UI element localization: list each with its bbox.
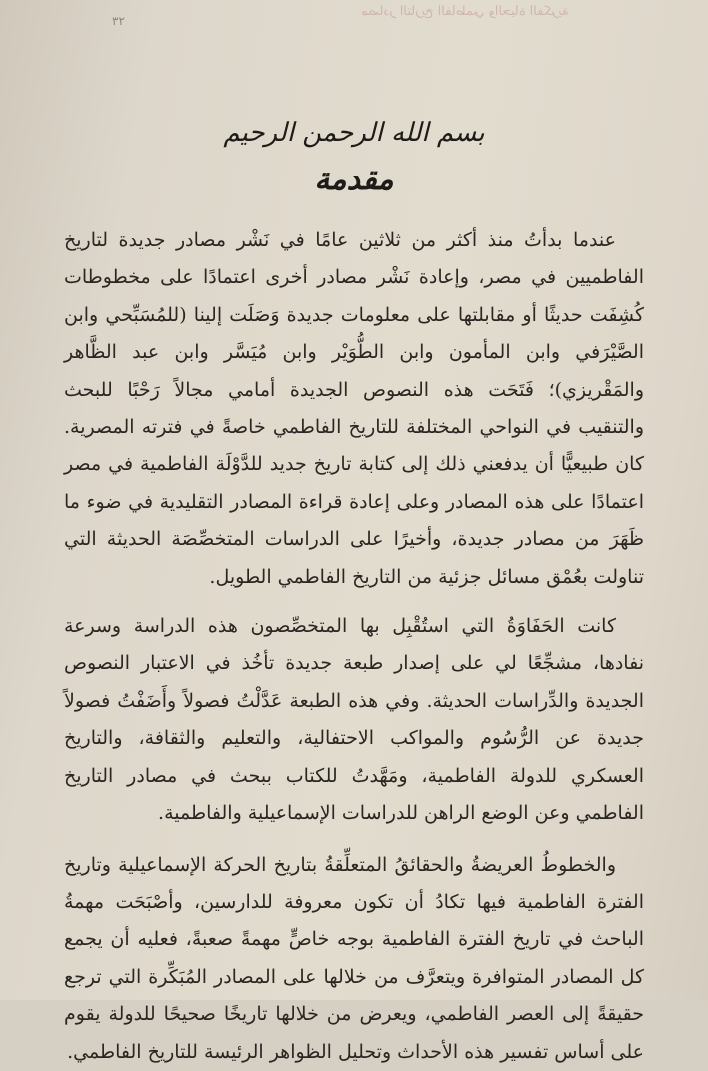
body-text <box>64 222 644 1071</box>
page-title: مقدمة <box>314 162 394 197</box>
paragraph-2: كانت الحَفَاوَةُ التي استُقْبِل بها المتخصِّصون هذه الدراسة وسرعة نفادها، مشجِّعًا لي على إصدار طبعة جديدة تأخُذ في الاعتبار النصوص الجديدة والدِّراسات الحديثة. وفي هذه الطبعة عَدَّلْتُ فصولاً وأَضَفْتُ فصولاً جديدة عن الرُّسُوم والمواكب الاحتفالية، والتعليم والثقافة، والتاريخ العسكري للدولة الفاطمية، ومَهَّدتُ للكتاب ببحث في مصادر التاريخ الفاطمي وعن الوضع الراهن للدراسات الإسماعيلية والفاطمية. <box>64 615 644 825</box>
paragraph-3: والخطوطُ العريضةُ والحقائقُ المتعلِّقةُ بتاريخ الحركة الإسماعيلية وتاريخ الفترة الفاطمية فيها تكادُ أن تكون معروفة للدارسين، وأصْبَحَت مهمةُ الباحث في تاريخ الفترة الفاطمية بوجه خاصٍّ مهمةً صعبةً، فعليه أن يجمع كل المصادر المتوافرة ويتعرَّف من خلالها على المصادر المُبَكِّرة التي ترجع حقيقةً إلى العصر الفاطمي، ويعرض من خلالها تاريخًا صحيحًا للدولة يقوم على أساس تفسير هذه الأحداث وتحليل الظواهر الرئيسة للتاريخ الفاطمي. <box>64 853 644 1063</box>
basmala-heading: بسم الله الرحمن الرحيم <box>223 118 485 148</box>
paragraph-1: عندما بدأتُ منذ أكثر من ثلاثين عامًا في نَشْر مصادر جديدة لتاريخ الفاطميين في مصر، وإعادة نَشْر مصادر أخرى اعتمادًا على مخطوطات كُشِفَت حديثًا أو مقابلتها على معلومات جديدة وَصَلَت إلينا (للمُسَبِّحي وابن الصَّيْرَفي وابن المأمون وابن الطُّوَيْر وابن مُيَسَّر وابن عبد الظَّاهر والمَقْريزي)؛ فَتَحَت هذه النصوص الجديدة أمامي مجالاً رَحْبًا للبحث والتنقيب في النواحي المختلفة للتاريخ الفاطمي خاصةً في فترته المصرية. كان طبيعيًّا أن يدفعني ذلك إلى كتابة تاريخ جديد للدَّوْلَة الفاطمية في مصر اعتمادًا على هذه المصادر وعلى إعادة قراءة المصادر التقليدية في ضوء ما ظَهَرَ من مصادر جديدة، وأخيرًا على الدراسات المتخصِّصَة الحديثة التي تناولت بعُمْق مسائل جزئية من التاريخ الفاطمي الطويل. <box>64 229 644 588</box>
page-number: ٣٢ <box>112 14 125 28</box>
bleed-through-text: مصادر التاريخ الفاطمي والحياة الفكرية <box>361 4 569 19</box>
